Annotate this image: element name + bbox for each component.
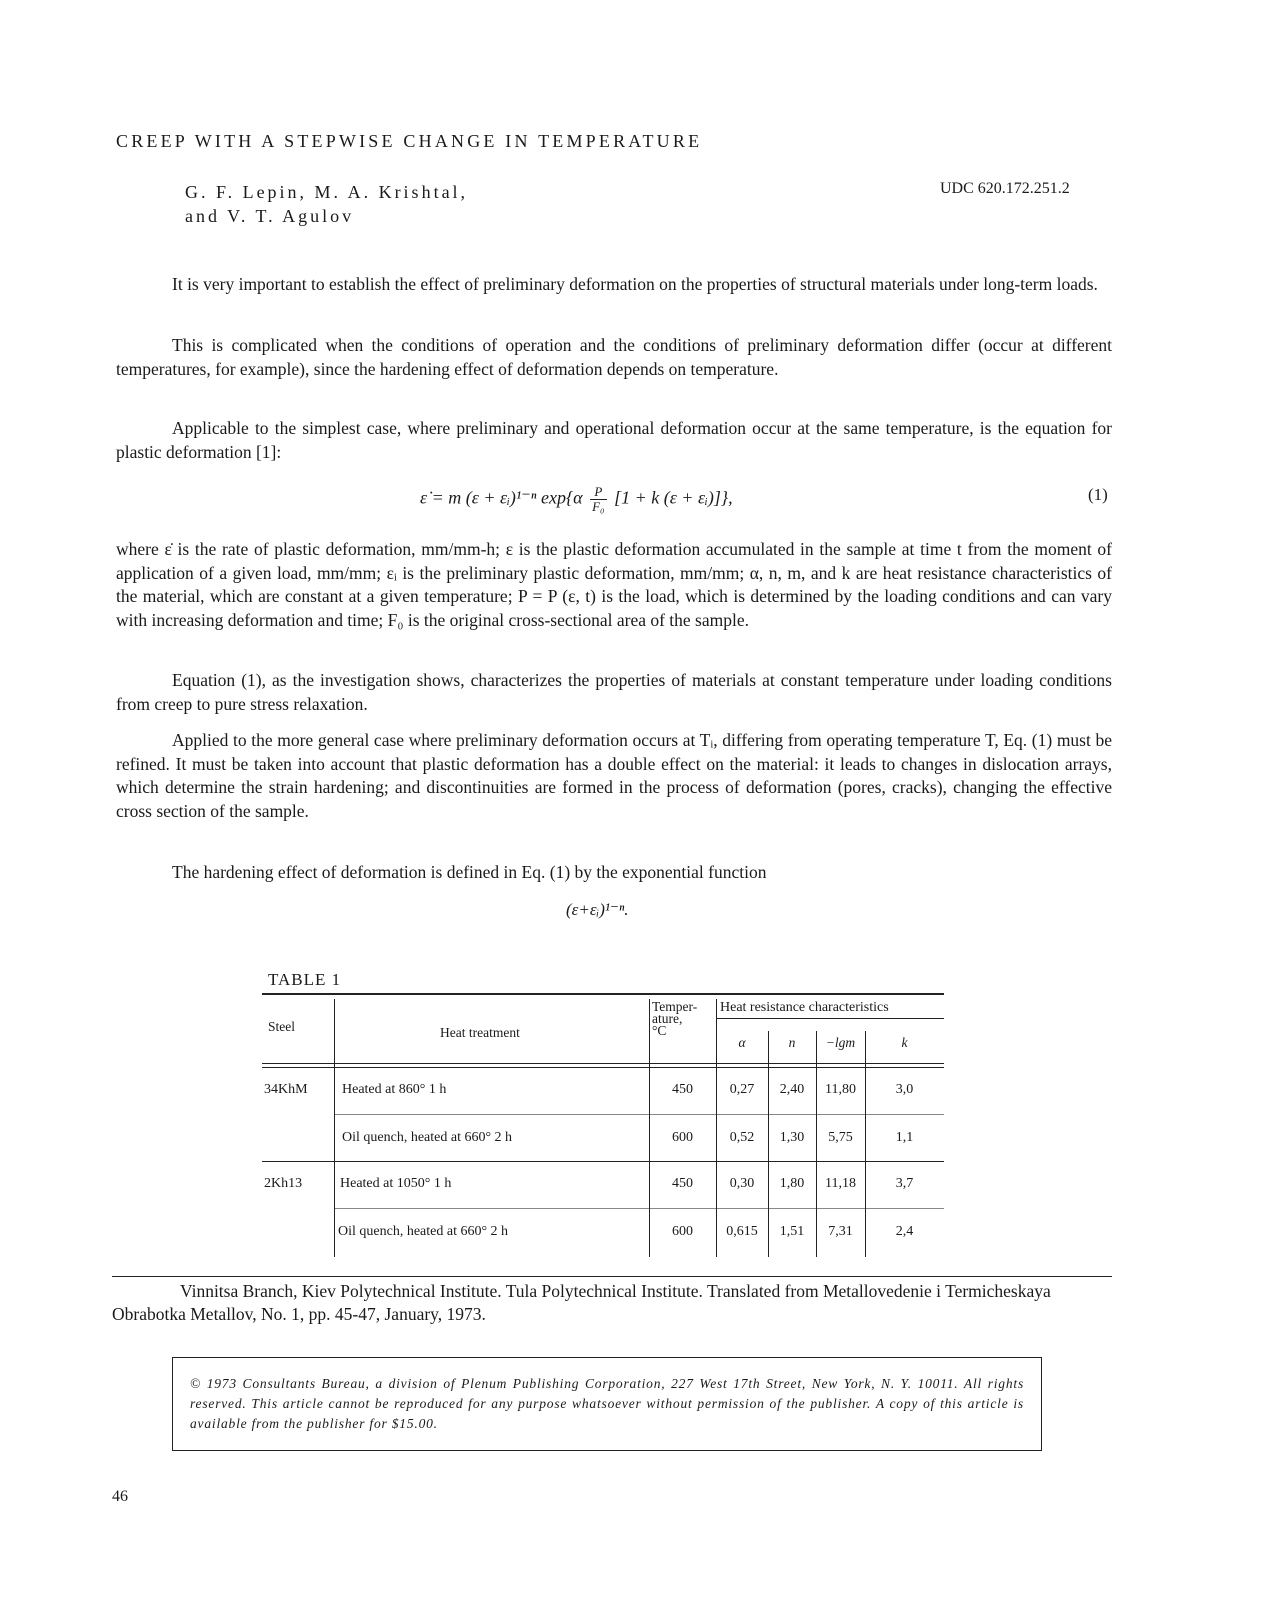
header-lgm: −lgm: [825, 1035, 856, 1050]
row-4-temp: 600: [672, 1224, 693, 1239]
row-2-alpha: 0,52: [729, 1130, 755, 1145]
footnote: Vinnitsa Branch, Kiev Polytechnical Institute. Tula Polytechnical Institute. Translated from Metallovedenie i Termicheskaya Obrabotka Metallov, No. 1, pp. 45-47, January, 1973.: [112, 1281, 1051, 1324]
footnote-divider: [112, 1276, 1112, 1277]
row-2-temp: 600: [672, 1130, 693, 1145]
equation-2: (ε+εᵢ)¹⁻ⁿ.: [566, 900, 629, 919]
row-4-k: 2,4: [895, 1224, 914, 1239]
row-1-alpha: 0,27: [729, 1082, 755, 1097]
header-temperature: [652, 1001, 697, 1037]
row-1-treatment: Heated at 860° 1 h: [342, 1082, 447, 1097]
header-heat-treatment: Heat treatment: [440, 1025, 520, 1040]
copyright-text: © 1973 Consultants Bureau, a division of Plenum Publishing Corporation, 227 West 17th Street, New York, N. Y. 10011. All rights reserved. This article cannot be reproduced for any purpose whatsoever without permission of the publisher. A copy of this article is available from the publisher for $15.00.: [190, 1376, 1024, 1431]
header-alpha: α: [738, 1035, 746, 1050]
row-3-k: 3,7: [895, 1176, 914, 1191]
row-3-alpha: 0,30: [729, 1176, 755, 1191]
header-steel: Steel: [268, 1019, 295, 1034]
row-4-lgm: 7,31: [828, 1224, 853, 1239]
header-temperature-1: Temper-: [652, 999, 698, 1014]
row-1-temp: 450: [672, 1082, 693, 1097]
row-4-n: 1,51: [779, 1224, 805, 1239]
paragraph-1: [116, 273, 1112, 297]
paragraph-5: [116, 669, 1112, 716]
row-2-lgm: 5,75: [828, 1130, 853, 1145]
row-3-lgm: 11,18: [825, 1176, 856, 1191]
paragraph-6-text: Applied to the more general case where preliminary deformation occurs at Tᵢ, differing from operating temperature T, Eq. (1) must be refined. It must be taken into account that plastic deformation has a double effect on the material: it leads to changes in dislocation arrays, which determine the strain hardening; and discontinuities are formed in the process of deformation (pores, cracks), changing the effective cross section of the sample.: [116, 730, 1112, 821]
article-title: CREEP WITH A STEPWISE CHANGE IN TEMPERATURE: [116, 131, 703, 151]
row-1-n: 2,40: [779, 1082, 805, 1097]
paragraph-2: [116, 334, 1112, 381]
row-1-lgm: 11,80: [825, 1082, 856, 1097]
paragraph-2-text: This is complicated when the conditions of operation and the conditions of preliminary deformation differ (occur at different temperatures, for example), since the hardening effect of deformation depends on temperature.: [116, 335, 1112, 379]
paragraph-4-text: where ε̇ is the rate of plastic deformation, mm/mm-h; ε is the plastic deformation accumulated in the sample at time t from the moment of application of a given load, mm/mm; εᵢ is the preliminary plastic deformation, mm/mm; α, n, m, and k are heat resistance characteristics of the material, which are constant at a given temperature; P = P (ε, t) is the load, which is determined by the loading conditions and can vary with increasing deformation and time; F₀ is the original cross-sectional area of the sample.: [116, 539, 1112, 630]
authors: [185, 180, 468, 228]
page-number: 46: [112, 1488, 128, 1505]
equation-1-fraction: [590, 485, 606, 514]
header-k: k: [901, 1035, 908, 1050]
equation-1-left: ε̇ = m (ε + εᵢ)¹⁻ⁿ exp{α: [420, 487, 583, 508]
equation-1: [420, 485, 733, 514]
row-1-steel: 34KhM: [264, 1082, 308, 1097]
paragraph-1-text: It is very important to establish the effect of preliminary deformation on the properties of structural materials under long-term loads.: [172, 274, 1098, 294]
table-label: TABLE 1: [268, 970, 342, 989]
fraction-denominator: F₀: [592, 499, 605, 514]
paragraph-4: [116, 538, 1112, 632]
row-3-temp: 450: [672, 1176, 693, 1191]
row-2-treatment: Oil quench, heated at 660° 2 h: [342, 1130, 513, 1145]
row-1-k: 3,0: [895, 1082, 914, 1097]
row-3-steel: 2Kh13: [264, 1176, 303, 1191]
equation-1-number: (1): [1088, 485, 1108, 504]
fraction-numerator: P: [590, 485, 606, 500]
row-4-treatment: Oil quench, heated at 660° 2 h: [338, 1224, 509, 1239]
header-n: n: [788, 1035, 796, 1050]
equation-1-right: [1 + k (ε + εᵢ)]},: [614, 487, 733, 508]
paragraph-7-text: The hardening effect of deformation is defined in Eq. (1) by the exponential function: [172, 862, 767, 882]
udc-code: UDC 620.172.251.2: [940, 180, 1070, 197]
row-3-n: 1,80: [779, 1176, 805, 1191]
row-3-treatment: Heated at 1050° 1 h: [340, 1176, 452, 1191]
paragraph-7: [116, 861, 1112, 885]
row-2-k: 1,1: [895, 1130, 914, 1145]
paragraph-6: [116, 729, 1112, 823]
paragraph-3: [116, 417, 1112, 464]
paragraph-3-text: Applicable to the simplest case, where preliminary and operational deformation occur at the same temperature, is the equation for plastic deformation [1]:: [116, 418, 1112, 462]
authors-line-2: and V. T. Agulov: [185, 206, 355, 226]
row-2-n: 1,30: [779, 1130, 805, 1145]
header-temperature-2: ature,: [652, 1011, 683, 1026]
header-temperature-3: °C: [652, 1023, 667, 1038]
paragraph-5-text: Equation (1), as the investigation shows, characterizes the properties of materials at constant temperature under loading conditions from creep to pure stress relaxation.: [116, 670, 1112, 714]
header-heat-resistance: Heat resistance characteristics: [720, 1000, 889, 1015]
data-table: [262, 993, 944, 1257]
authors-line-1: G. F. Lepin, M. A. Krishtal,: [185, 182, 469, 202]
row-4-alpha: 0,615: [726, 1224, 758, 1239]
